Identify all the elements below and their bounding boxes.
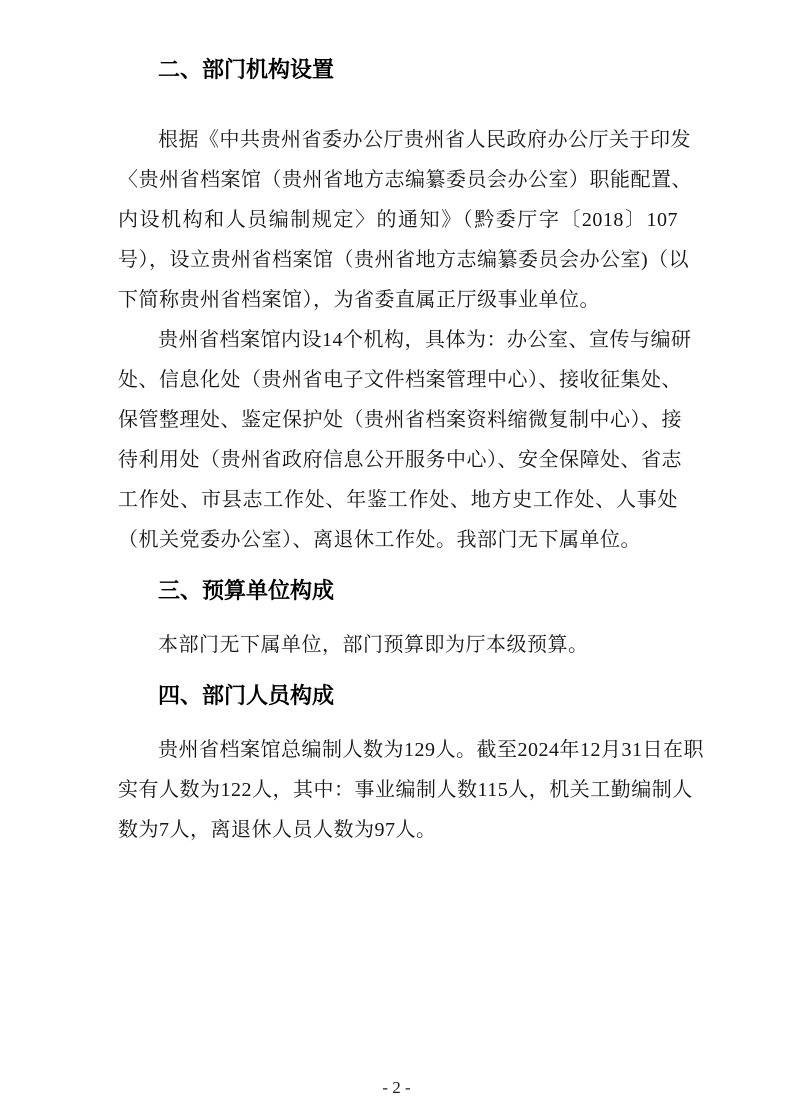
paragraph-line: 数为7人，离退休人员人数为97人。 [118,819,437,841]
paragraph-line: 〈贵州省档案馆（贵州省地方志编纂委员会办公室）职能配置、 [118,169,692,191]
paragraph-line: 贵州省档案馆内设14个机构，具体为：办公室、宣传与编研 [158,329,692,351]
section-heading-personnel: 四、部门人员构成 [158,683,335,708]
paragraph-line: 本部门无下属单位，部门预算即为厅本级预算。 [158,634,589,656]
document-body [118,55,704,850]
section-heading-budget-units: 三、预算单位构成 [158,578,335,603]
paragraph-line: 保管整理处、鉴定保护处（贵州省档案资料缩微复制中心）、接 [118,409,682,431]
paragraph-line: （机关党委办公室）、离退休工作处。我部门无下属单位。 [118,529,641,551]
paragraph-line: 待利用处（贵州省政府信息公开服务中心）、安全保障处、省志 [118,449,682,471]
paragraph-internal-departments [118,320,692,560]
paragraph-line: 根据《中共贵州省委办公厅贵州省人民政府办公厅关于印发 [158,129,691,151]
paragraph-line: 内设机构和人员编制规定〉的通知》（黔委厅字〔2018〕107 [118,209,678,231]
paragraph-org-basis [118,120,692,320]
paragraph-line: 号），设立贵州省档案馆（贵州省地方志编纂委员会办公室)（以 [118,249,690,271]
section-heading-org-structure: 二、部门机构设置 [158,57,335,82]
paragraph-personnel [118,730,704,850]
page-number: - 2 - [382,1078,411,1097]
paragraph-line: 贵州省档案馆总编制人数为129人。截至2024年12月31日在职 [158,739,704,761]
paragraph-line: 实有人数为122人，其中：事业编制人数115人，机关工勤编制人 [118,779,693,801]
paragraph-line: 工作处、市县志工作处、年鉴工作处、地方史工作处、人事处 [118,489,678,511]
paragraph-line: 下简称贵州省档案馆），为省委直属正厅级事业单位。 [118,289,600,311]
paragraph-line: 处、信息化处（贵州省电子文件档案管理中心）、接收征集处、 [118,369,682,391]
paragraph-budget-units [118,625,678,665]
